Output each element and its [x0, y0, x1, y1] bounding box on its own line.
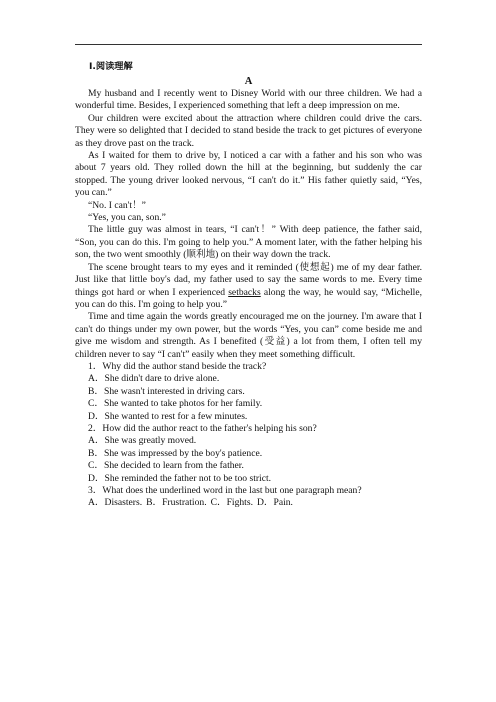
option-row	[75, 497, 422, 509]
paragraph-7	[75, 262, 422, 312]
question-stem: 1．Why did the author stand beside the track?	[88, 360, 267, 372]
option-b: B．She wasn't interested in driving cars.	[88, 385, 245, 397]
option-a: A．She didn't dare to drive alone.	[88, 373, 220, 385]
option-d: D．She reminded the father not to be too strict.	[88, 472, 272, 484]
underlined-word: setbacks	[228, 286, 261, 298]
paragraph-7-after: along the way, he would say, “Michelle, you can do this. I'm going to help you.”	[75, 286, 422, 310]
paragraph-2: Our children were excited about the attraction where children could drive the cars. They were so delighted that I decided to stand beside the track to get pictures of everyone as they drove past on the track.	[75, 112, 422, 149]
paragraph-5: “Yes, you can, son.”	[88, 212, 166, 224]
option-a: A．Disasters.	[88, 497, 143, 509]
option-a: A．She was greatly moved.	[88, 435, 197, 447]
option-c: C．She decided to learn from the father.	[88, 460, 244, 472]
paragraph-3: As I waited for them to drive by, I noticed a car with a father and his son who was about 7 years old. They rolled down the hill at the beginning, but suddenly the car stopped. The young driver looked nervous, “I can't do it.” His father quietly said, “Yes, you can.”	[75, 150, 422, 199]
question-2	[75, 423, 422, 485]
question-stem: 2．How did the author react to the father's helping his son?	[88, 422, 317, 434]
option-b: B．Frustration.	[146, 497, 207, 509]
paragraph-8: Time and time again the words greatly encouraged me on the journey. I'm aware that I can't do things under my own power, but the words “Yes, you can” come beside me and give me wisdom and strength. As I benefited (受益) a lot from them, I often tell my children never to say “I can't” easily when they meet something difficult.	[75, 311, 422, 360]
option-b: B．She was impressed by the boy's patience.	[88, 447, 263, 459]
paragraph-6: The little guy was almost in tears, “I can't！” With deep patience, the father said, “Son, you can do this. I'm going to help you.” A moment later, with the father helping his son, the two went smoothly (顺利地) on their way down the track.	[75, 224, 422, 261]
paragraph-7-before: The scene brought tears to my eyes and it reminded (使想起) me of my dear father. Just like that little boy's dad, my father used to say the same words to me. Every time things got hard or when I experienced	[75, 261, 422, 298]
header-rule	[75, 44, 422, 45]
question-3	[75, 485, 422, 510]
passage-label: A	[244, 76, 253, 87]
paragraph-4: “No. I can't！”	[88, 199, 146, 211]
paragraph-1: My husband and I recently went to Disney World with our three children. We had a wonderful time. Besides, I experienced something that left a deep impression on me.	[75, 88, 422, 112]
option-c: C．Fights.	[210, 497, 253, 509]
question-stem: 3．What does the underlined word in the last but one paragraph mean?	[88, 485, 362, 496]
question-1	[75, 361, 422, 423]
document-body	[75, 60, 422, 510]
section-title: Ⅰ.阅读理解	[89, 61, 133, 72]
option-d: D．Pain.	[256, 497, 293, 509]
option-c: C．She wanted to take photos for her family.	[88, 398, 263, 410]
option-d: D．She wanted to rest for a few minutes.	[88, 410, 248, 422]
